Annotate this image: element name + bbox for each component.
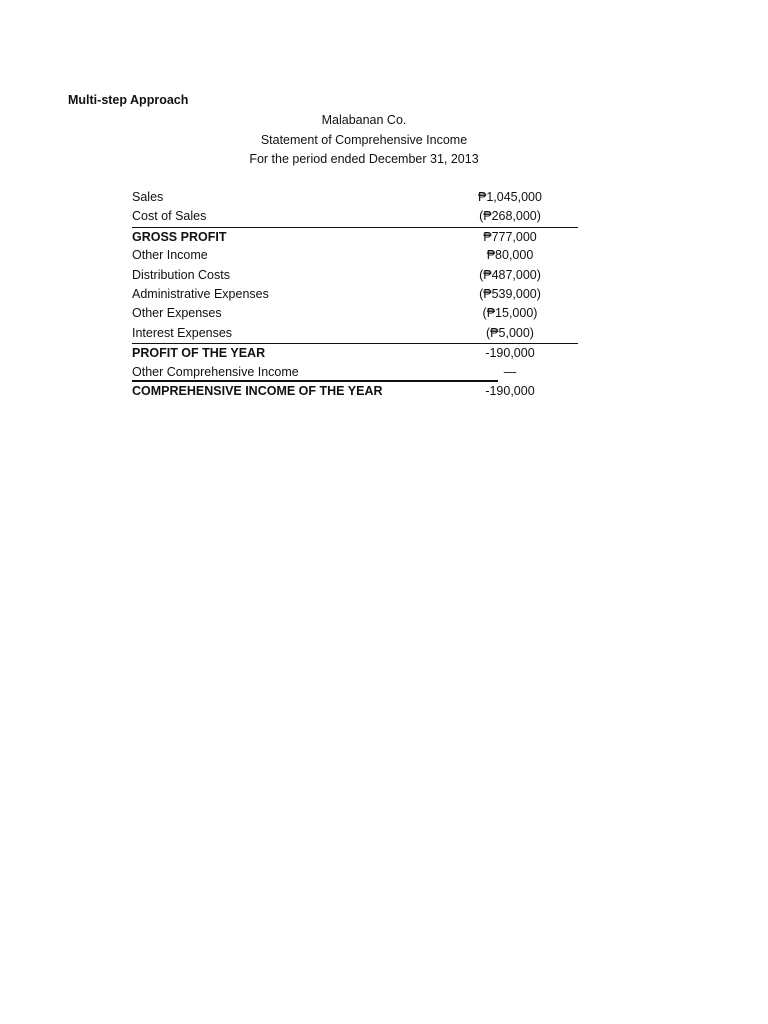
row-amount: (₱487,000) xyxy=(479,267,541,282)
row-amount: ₱80,000 xyxy=(486,248,534,263)
row-label: Other Comprehensive Income xyxy=(132,364,299,379)
row-amount: -190,000 xyxy=(485,346,535,361)
row-label: Interest Expenses xyxy=(132,325,233,340)
row-amount: (₱15,000) xyxy=(482,306,538,321)
row-label: Distribution Costs xyxy=(132,267,230,282)
statement-row-other-comprehensive-income xyxy=(132,363,517,382)
company-name: Malabanan Co. xyxy=(321,113,407,127)
row-label: Sales xyxy=(132,190,164,204)
row-amount: (₱5,000) xyxy=(486,325,534,340)
statement-row-gross-profit xyxy=(132,227,578,246)
row-amount: (₱268,000) xyxy=(479,209,541,224)
statement-row-other-income xyxy=(132,246,578,265)
statement-row-administrative-expenses xyxy=(132,285,578,304)
row-amount: ₱777,000 xyxy=(483,229,537,244)
statement-row-other-expenses xyxy=(132,304,578,323)
statement-header xyxy=(0,111,728,170)
row-amount: -190,000 xyxy=(485,383,535,398)
statement-row-cost-of-sales xyxy=(132,207,578,226)
statement-title: Statement of Comprehensive Income xyxy=(260,132,468,147)
row-amount: — xyxy=(503,364,517,379)
income-statement-table xyxy=(132,188,578,401)
row-label: Other Expenses xyxy=(132,306,222,321)
row-label: Other Income xyxy=(132,248,208,263)
row-amount: ₱1,045,000 xyxy=(478,190,542,204)
approach-heading: Multi-step Approach xyxy=(68,93,189,107)
statement-period: For the period ended December 31, 2013 xyxy=(249,152,479,166)
row-label: Administrative Expenses xyxy=(132,286,269,301)
row-label: PROFIT OF THE YEAR xyxy=(132,346,266,361)
statement-row-sales xyxy=(132,188,578,207)
statement-row-distribution-costs xyxy=(132,266,578,285)
row-label: GROSS PROFIT xyxy=(132,229,227,244)
row-label: COMPREHENSIVE INCOME OF THE YEAR xyxy=(132,383,383,398)
row-label: Cost of Sales xyxy=(132,209,207,224)
statement-row-profit-of-the-year xyxy=(132,343,578,362)
statement-row-comprehensive-income xyxy=(132,382,578,401)
row-amount: (₱539,000) xyxy=(479,286,541,301)
statement-row-interest-expenses xyxy=(132,324,578,343)
